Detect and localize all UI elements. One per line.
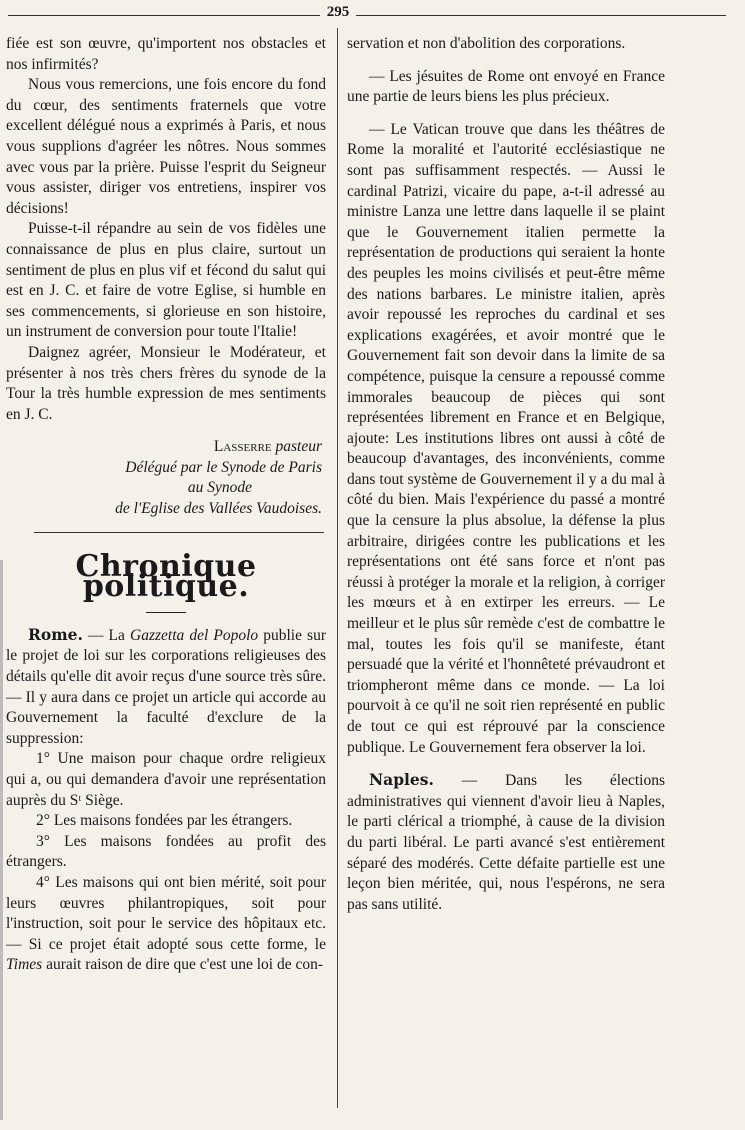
signature-line-4: de l'Eglise des Vallées Vaudoises. xyxy=(115,500,322,518)
signature-line-2: Délégué par le Synode de Paris xyxy=(125,458,322,476)
right-column xyxy=(347,34,665,915)
section-separator xyxy=(34,532,324,533)
right-para-1: servation et non d'abolition des corporations. xyxy=(347,35,626,52)
rome-paragraph xyxy=(6,625,326,750)
scan-edge xyxy=(0,560,3,1120)
list-item-4-text: 4° Les maisons qui ont bien mérité, soit pour leurs œuvres philantropiques, soit pour l'instruction, soit pour le service des hôpitaux etc. — Si ce projet était adopté sous cette forme, le xyxy=(6,873,326,953)
rome-text: publie sur le projet de loi sur les corporations religieuses des détails qu'elle dit avoir reçus d'une source très sûre. — Il y aura dans ce projet un article qui accorde au Gouvernement la faculté d'exclure de la suppression: xyxy=(6,626,326,747)
right-para-3: — Le Vatican trouve que dans les théâtres de Rome la moralité et l'autorité ecclésiastique ne sont pas suffisamment respectés. — Aussi le cardinal Patrizi, vicaire du pape, a-t-il adressé au ministre Lanza une lettre dans laquelle il se plaint que le Gouvernement italien permette la représentation de productions qui seraient la honte des peuples les moins civilisés et peut-être même des nations barbares. Le ministre italien, après avoir repoussé les reproches du cardinal et ses explications exagérées, et avoir montré que le Gouvernement fait son devoir dans la limite de sa compétence, puisque la censure a repoussé comme immorales beaucoup de pièces qui sont représentées librement en France et en Belgique, ajoute: Les institutions libres ont aussi à côté de beaucoup d'avantages, des inconvénients, comme dans tout système de Gouvernement il y a du mal à côté du bien. Mais l'expérience du passé a montré que la censure la plus absolue, la défense la plus arbitraire, dirigées contre les publications et les représentations ont été sans force et n'ont pas réussi à protéger la morale et la religion, à corriger les mœurs et à en extirper les erreurs. — Le meilleur et le plus sûr remède c'est de combattre le mal, toutes les fois qu'il se manifeste, étant persuadé que la vérité et l'honnêteté prévaudront et triompheront même dans ce monde. — La loi pourvoit à ce qu'il ne soit rien représenté en public de tout ce qui est réprouvé par la conscience publique. Le Gouvernement fera observer la loi. xyxy=(347,120,665,756)
left-column xyxy=(6,34,326,976)
left-para-2: Nous vous remercions, une fois encore du fond du cœur, des sentiments fraternels que votre excellent délégué nous a exprimés à Paris, et nous vous supplions d'agréer les nôtres. Nous sommes avec vous par la prière. Puisse l'esprit du Seigneur vous assister, diriger vos entretiens, inspirer vos décisions! xyxy=(6,76,326,217)
list-item-4-end: aurait raison de dire que c'est une loi de con- xyxy=(42,956,324,974)
signature-line-1 xyxy=(6,437,322,458)
times-newspaper: Times xyxy=(6,956,43,974)
right-para-2: — Les jésuites de Rome ont envoyé en France une partie de leurs biens les plus précieux. xyxy=(347,67,665,106)
list-item-3: 3° Les maisons fondées au profit des étrangers. xyxy=(6,832,326,871)
naples-text: — Dans les élections administratives qui viennent d'avoir lieu à Naples, le parti clérical a triomphé, à cause de la division du parti libéral. Le parti avancé s'est entièrement séparé des modérés. Cette défaite partielle est une leçon bien méritée, qui, nous l'espérons, ne sera pas sans utilité. xyxy=(347,772,665,913)
left-para-1: fiée est son œuvre, qu'importent nos obstacles et nos infirmités? xyxy=(6,35,326,73)
signature-name: Lasserre xyxy=(213,438,272,456)
left-para-3: Puisse-t-il répandre au sein de vos fidèles une connaissance de plus en plus claire, surtout un sentiment de plus en plus vif et fécond du salut qui est en J. C. et faire de votre Eglise, si humble en ses commencements, si glorieuse en son histoire, un instrument de conversion pour toute l'Italie! xyxy=(6,220,326,341)
title-rule xyxy=(146,612,186,613)
rome-label: Rome. xyxy=(28,624,83,644)
naples-paragraph xyxy=(347,770,665,915)
list-item-1: 1° Une maison pour chaque ordre religieux qui a, ou qui demandera d'avoir une représentation auprès du Sᵗ Siège. xyxy=(6,750,326,809)
column-divider xyxy=(337,28,338,1108)
signature-role: pasteur xyxy=(275,438,322,456)
list-item-4 xyxy=(6,873,326,976)
section-title: Chronique politique. xyxy=(75,548,257,605)
header-rule-right xyxy=(356,15,726,16)
header-rule-left xyxy=(8,15,320,16)
rome-dash: — La xyxy=(82,626,130,644)
page-number: 295 xyxy=(326,4,350,20)
left-para-4: Daignez agréer, Monsieur le Modérateur, et présenter à nos très chers frères du synode de la Tour la très humble expression de mes sentiments en J. C. xyxy=(6,343,326,423)
list-item-2: 2° Les maisons fondées par les étrangers. xyxy=(36,812,293,830)
naples-label: Naples. xyxy=(369,770,434,790)
signature-block xyxy=(6,437,326,519)
rome-newspaper: Gazzetta del Popolo xyxy=(130,626,259,644)
signature-line-3: au Synode xyxy=(187,479,252,497)
